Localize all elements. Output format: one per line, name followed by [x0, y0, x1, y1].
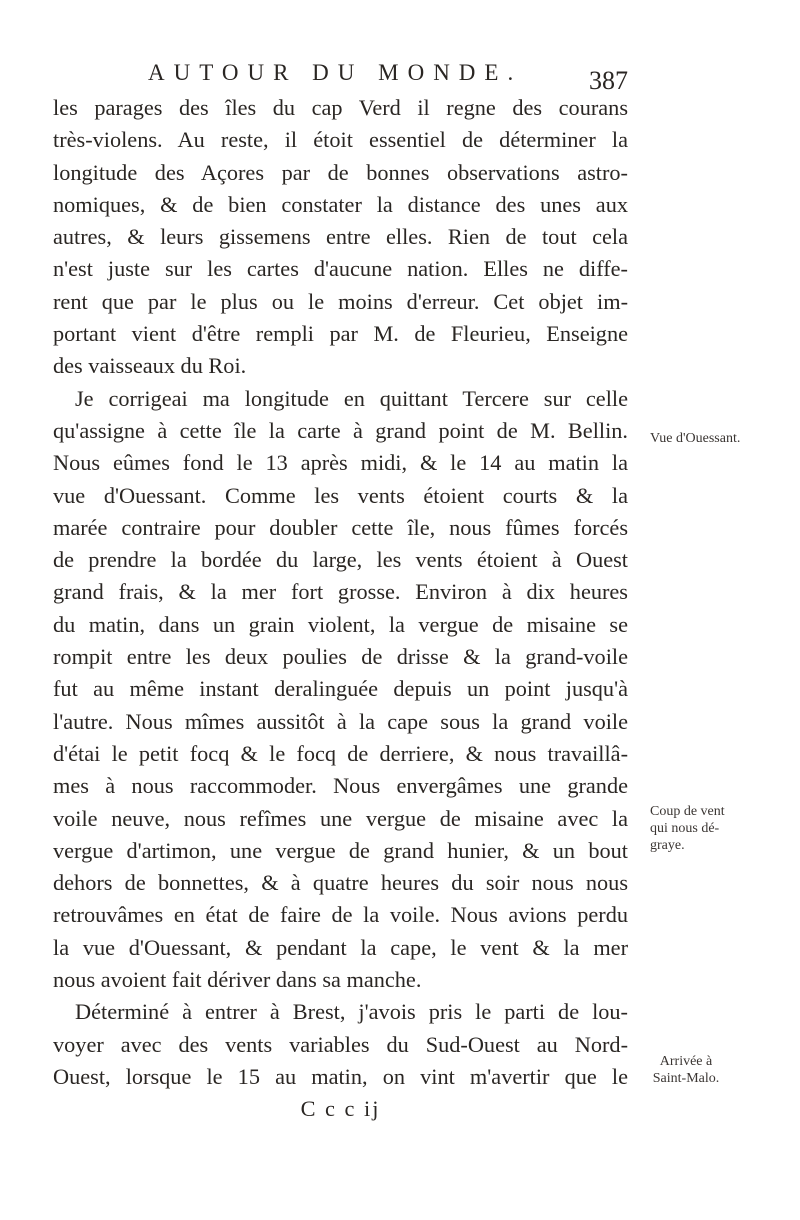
margin-note-coup-de-vent — [650, 803, 746, 854]
margin-note-line: Arrivée à — [659, 1054, 713, 1069]
running-title: AUTOUR DU MONDE. — [148, 60, 523, 85]
text-line: vue d'Ouessant. Comme les vents étoient courts & la — [53, 482, 628, 508]
text-line: Déterminé à entrer à Brest, j'avois pris le parti de lou- — [75, 999, 628, 1025]
text-line: rent que par le plus ou le moins d'erreur. Cet objet im- — [53, 288, 628, 314]
text-line: qu'assigne à cette île la carte à grand point de M. Bellin. — [53, 417, 628, 443]
text-line: Nous eûmes fond le 13 après midi, & le 14 au matin la — [53, 450, 628, 476]
margin-note-line: Saint-Malo. — [652, 1071, 720, 1086]
text-line: nous avoient fait dériver dans sa manche. — [53, 967, 422, 993]
text-line: fut au même instant deralinguée depuis un point jusqu'à — [53, 676, 628, 702]
text-line: du matin, dans un grain violent, la vergue de misaine se — [53, 611, 628, 637]
signature-mark: C c c ij — [300, 1096, 381, 1122]
text-line: retrouvâmes en état de faire de la voile. Nous avions perdu — [53, 902, 628, 928]
text-line: longitude des Açores par de bonnes observations astro- — [53, 159, 628, 185]
margin-note-ouessant — [650, 430, 746, 447]
text-line: vergue d'artimon, une vergue de grand hunier, & un bout — [53, 837, 628, 863]
margin-note-line: Coup de vent — [650, 804, 725, 819]
margin-note-line: qui nous dé- — [650, 821, 720, 836]
text-line: de prendre la bordée du large, les vents étoient à Ouest — [53, 547, 628, 573]
text-line: la vue d'Ouessant, & pendant la cape, le vent & la mer — [53, 934, 628, 960]
text-line: les parages des îles du cap Verd il regne des courans — [53, 95, 628, 120]
text-line: voyer avec des vents variables du Sud-Ouest au Nord- — [53, 1031, 628, 1057]
text-line: très-violens. Au reste, il étoit essentiel de déterminer la — [53, 127, 628, 153]
text-line: marée contraire pour doubler cette île, nous fûmes forcés — [53, 514, 628, 540]
text-line: autres, & leurs gissemens entre elles. Rien de tout cela — [53, 224, 628, 250]
text-line: rompit entre les deux poulies de drisse & la grand-voile — [53, 644, 628, 670]
text-line: mes à nous raccommoder. Nous envergâmes une grande — [53, 773, 628, 799]
body-text — [53, 92, 628, 1126]
text-line: d'étai le petit focq & le focq de derriere, & nous travaillâ- — [53, 740, 628, 766]
text-line: n'est juste sur les cartes d'aucune nation. Elles ne diffe- — [53, 256, 628, 282]
text-line: des vaisseaux du Roi. — [53, 353, 247, 379]
text-line: dehors de bonnettes, & à quatre heures du soir nous nous — [53, 870, 628, 896]
text-line: voile neuve, nous refîmes une vergue de misaine avec la — [53, 805, 628, 831]
text-line: grand frais, & la mer fort grosse. Environ à dix heures — [53, 579, 628, 605]
text-line: portant vient d'être rempli par M. de Fleurieu, Enseigne — [53, 321, 628, 347]
text-line: Je corrigeai ma longitude en quittant Tercere sur celle — [75, 385, 628, 411]
page-number: 387 — [589, 66, 628, 95]
text-line: Ouest, lorsque le 15 au matin, on vint m'avertir que le — [53, 1063, 628, 1089]
margin-note-arrivee — [650, 1053, 746, 1087]
margin-note-line: Vue d'Ouessant. — [650, 431, 741, 446]
text-line: nomiques, & de bien constater la distance des unes aux — [53, 191, 628, 217]
margin-note-line: graye. — [650, 838, 685, 853]
text-line: l'autre. Nous mîmes aussitôt à la cape sous la grand voile — [53, 708, 628, 734]
